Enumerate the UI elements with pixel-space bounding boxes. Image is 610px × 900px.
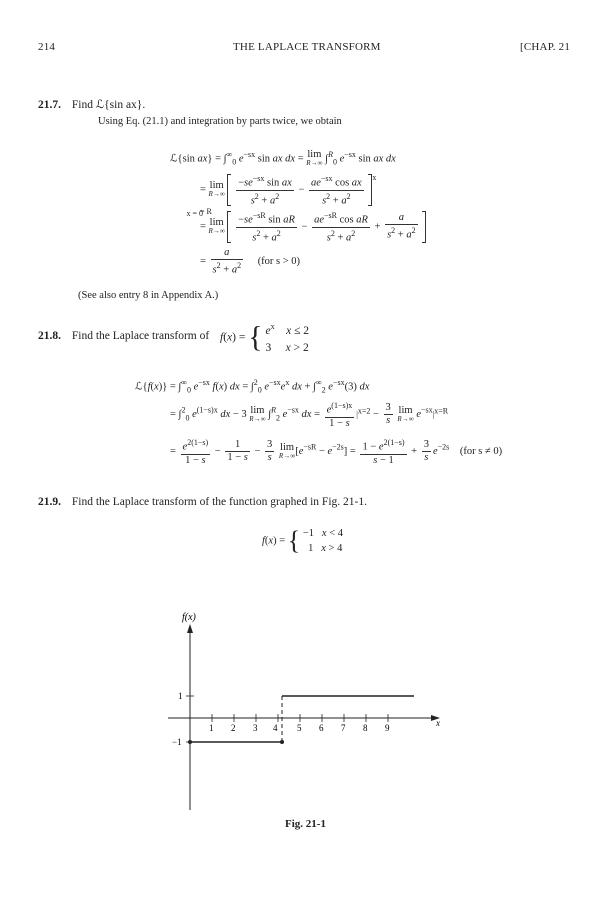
- y-tick-label-pos: 1: [178, 691, 183, 701]
- problem-intro: Using Eq. (21.1) and integration by parts twice, we obtain: [98, 116, 342, 127]
- x-axis-label: x: [436, 718, 440, 728]
- equation-line-3: = lim R→∞ $\frac{-se^{-sR} \sin aR}{s^2 + a^2}$ − $\frac{ae^{-sR} \cos aR}{s^2 + a^2}$ + $\frac{a}{s^2 + a^2}$: [200, 210, 426, 244]
- x-tick-label: 4: [273, 723, 278, 733]
- problem-21-8: [38, 330, 209, 342]
- problem-21-9: [38, 496, 367, 508]
- x-tick-label: 5: [297, 723, 302, 733]
- y-axis-label: f(x): [182, 612, 196, 623]
- condition-s-positive: (for s > 0): [257, 256, 301, 268]
- equation-line-2: = lim R→∞ $\frac{-se^{-sx} \sin ax}{s^2 + a^2}$ − $\frac{ae^{-sx} \cos ax}{s^2 + a^2}$ $^{x = R}$ x = 0: [186, 173, 377, 218]
- problem-statement: Find the Laplace transform of the function graphed in Fig. 21-1.: [71, 496, 367, 508]
- x-tick-label: 3: [253, 723, 258, 733]
- y-axis-arrow-icon: [187, 624, 193, 633]
- graph-start-point: [188, 740, 192, 744]
- x-tick-label: 9: [385, 723, 390, 733]
- equation-21-8-line-2: = ∫$^2_0$ $e^{(1-s)x}$ dx − 3 lim R→∞ ∫$^R_2$ $e^{-sx}$ dx = $\frac{e^{(1-s)x}}{1 - s}$ |x=2 − $\frac{3}{s}$ lim R→∞ $e^{-sx}|x=R$: [170, 401, 449, 429]
- x-tick-label: 2: [231, 723, 236, 733]
- equation-21-8-line-3: = $\frac{e^{2(1-s)}}{1 - s}$ − $\frac{1}{1 - s}$ − $\frac{3}{s}$ lim R→∞ $[e^{-sR} - e^{-2s}]$ = $\frac{1 - e^{2(1-s)}}{s - 1}$ + $\frac{3}{s}$ $e^{-2s}$ (for s ≠ 0): [170, 438, 503, 466]
- appendix-note: (See also entry 8 in Appendix A.): [78, 290, 219, 301]
- problem-number: 21.8.: [38, 330, 61, 342]
- problem-statement: Find ℒ{sin ax}.: [71, 99, 146, 111]
- figure-21-1-graph: [140, 600, 460, 820]
- page-number: 214: [38, 41, 56, 53]
- x-tick-label: 6: [319, 723, 324, 733]
- piecewise-definition-21-8: f(x) = { $e^x$ x ≤ 2 3 x > 2: [220, 320, 310, 354]
- equation-21-8-line-1: ℒ{f(x)} = $\int^\infty_0$ $e^{-sx}$ f(x) dx = ∫$^2_0$ $e^{-sx}e^x$ dx + $\int^\infty_2$ $e^{-sx}(3)$ dx: [135, 378, 370, 395]
- running-title: THE LAPLACE TRANSFORM: [233, 41, 381, 53]
- problem-21-7: [38, 97, 145, 111]
- problem-number: 21.7.: [38, 99, 61, 111]
- piecewise-definition-21-9: f(x) = { −1 x < 4 1 x > 4: [262, 526, 344, 555]
- problem-statement: Find the Laplace transform of: [71, 330, 210, 342]
- y-tick-label-neg: −1: [172, 737, 182, 747]
- x-tick-label: 8: [363, 723, 368, 733]
- equation-line-4: = $\frac{a}{s^2 + a^2}$ (for s > 0): [200, 247, 301, 276]
- x-tick-label: 7: [341, 723, 346, 733]
- condition-s-nonzero: (for s ≠ 0): [459, 446, 503, 458]
- chapter-label: [CHAP. 21: [520, 41, 571, 53]
- figure-caption: Fig. 21-1: [285, 818, 326, 830]
- x-tick-label: 1: [209, 723, 214, 733]
- problem-number: 21.9.: [38, 496, 61, 508]
- equation-line-1: ℒ{sin $ax\} = \int^\infty_0$ $e^{-sx}$ sin ax dx = lim R→∞ ∫$^R_0$ $e^{-sx}$ sin ax dx: [170, 149, 396, 168]
